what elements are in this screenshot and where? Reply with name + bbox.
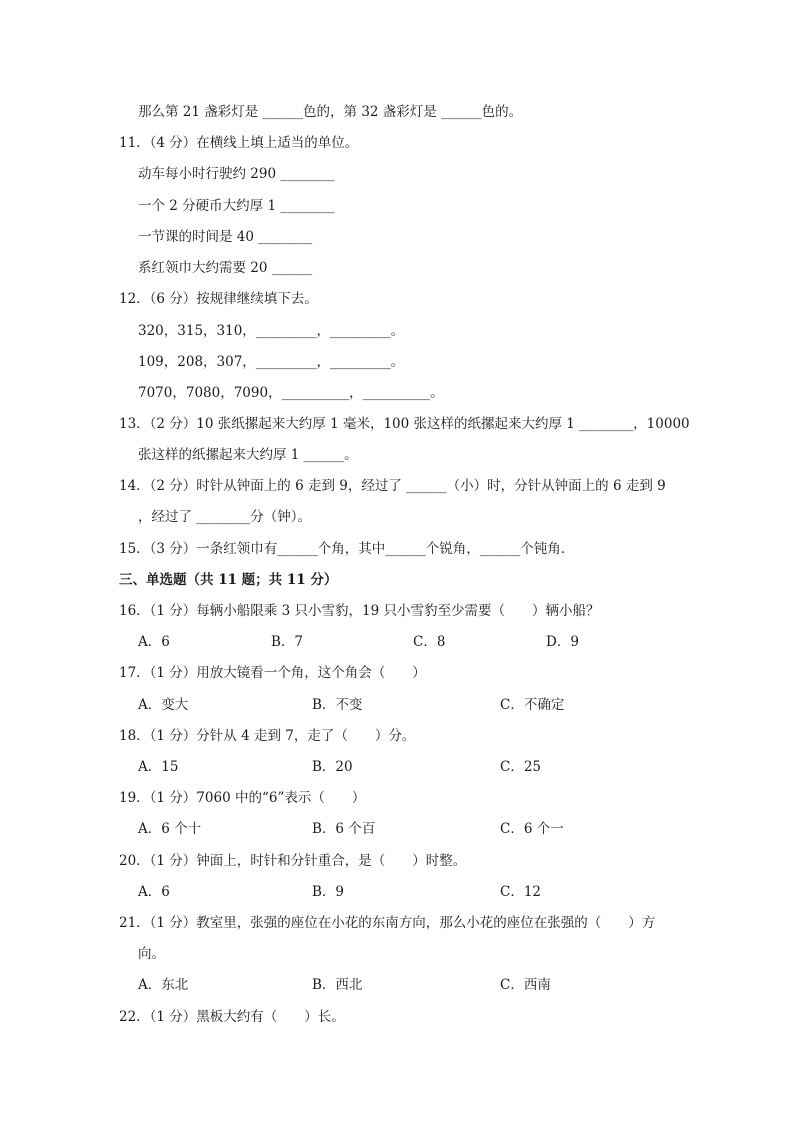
q11-item-2: 一个 2 分硬币大约厚 1 ________ [138,198,335,214]
q14-stem: 14．（2 分）时针从钟面上的 6 走到 9，经过了 ______（小）时，分针从钟面上的 6 走到 9 [119,478,666,494]
q16-option-b: B．7 [271,634,304,650]
q15-stem: 15．（3 分）一条红领巾有______个角，其中______个锐角，______个钝角． [119,541,575,557]
q12-item-3: 7070，7080，7090，__________，__________。 [138,385,444,401]
q20-option-c: C．12 [500,884,542,900]
q21-stem: 21．（1 分）教室里，张强的座位在小花的东南方向，那么小花的座位在张强的（ ）方 [119,915,656,931]
q12-stem: 12．（6 分）按规律继续填下去。 [119,291,318,307]
q21-continuation: 向。 [138,946,165,962]
q14-continuation: ，经过了 ________分（钟）。 [138,509,312,525]
q17-option-b: B．不变 [312,697,363,713]
q19-stem: 19．（1 分）7060 中的“6”表示（ ） [119,790,366,806]
q16-option-a: A．6 [138,634,170,650]
q17-stem: 17．（1 分）用放大镜看一个角，这个角会（ ） [119,665,426,681]
q17-option-c: C．不确定 [500,697,565,713]
q16-option-d: D．9 [546,634,579,650]
q13-continuation: 张这样的纸摞起来大约厚 1 ______。 [138,447,358,463]
q17-option-a: A．变大 [138,697,189,713]
q10-continuation: 那么第 21 盏彩灯是 ______色的，第 32 盏彩灯是 ______色的。 [138,104,523,120]
q18-stem: 18．（1 分）分针从 4 走到 7，走了（ ）分。 [119,728,416,744]
q16-option-c: C．8 [413,634,446,650]
q19-option-a: A．6 个十 [138,821,202,837]
q11-item-4: 系红领巾大约需要 20 ______ [138,260,313,276]
q11-item-3: 一节课的时间是 40 ________ [138,229,313,245]
q21-option-c: C．西南 [500,977,551,993]
q18-option-a: A．15 [138,759,179,775]
q18-option-c: C．25 [500,759,542,775]
q20-option-b: B．9 [312,884,345,900]
q19-option-c: C．6 个一 [500,821,564,837]
q16-stem: 16．（1 分）每辆小船限乘 3 只小雪豹，19 只小雪豹至少需要（ ）辆小船？ [119,603,600,619]
q12-item-2: 109，208，307，_________，_________。 [138,354,405,370]
q20-option-a: A．6 [138,884,170,900]
section-heading: 三、单选题（共 11 题；共 11 分） [119,572,338,588]
q19-option-b: B．6 个百 [312,821,376,837]
q11-stem: 11．（4 分）在横线上填上适当的单位。 [119,135,359,151]
q22-stem: 22．（1 分）黑板大约有（ ）长。 [119,1009,345,1025]
q21-option-b: B．西北 [312,977,363,993]
q12-item-1: 320，315，310，_________，_________。 [138,323,405,339]
q20-stem: 20．（1 分）钟面上，时针和分针重合，是（ ）时整。 [119,853,467,869]
q21-option-a: A．东北 [138,977,189,993]
q11-item-1: 动车每小时行驶约 290 ________ [138,166,335,182]
q18-option-b: B．20 [312,759,353,775]
q13-stem: 13．（2 分）10 张纸摞起来大约厚 1 毫米，100 张这样的纸摞起来大约厚 1 ________，10000 [119,416,690,432]
